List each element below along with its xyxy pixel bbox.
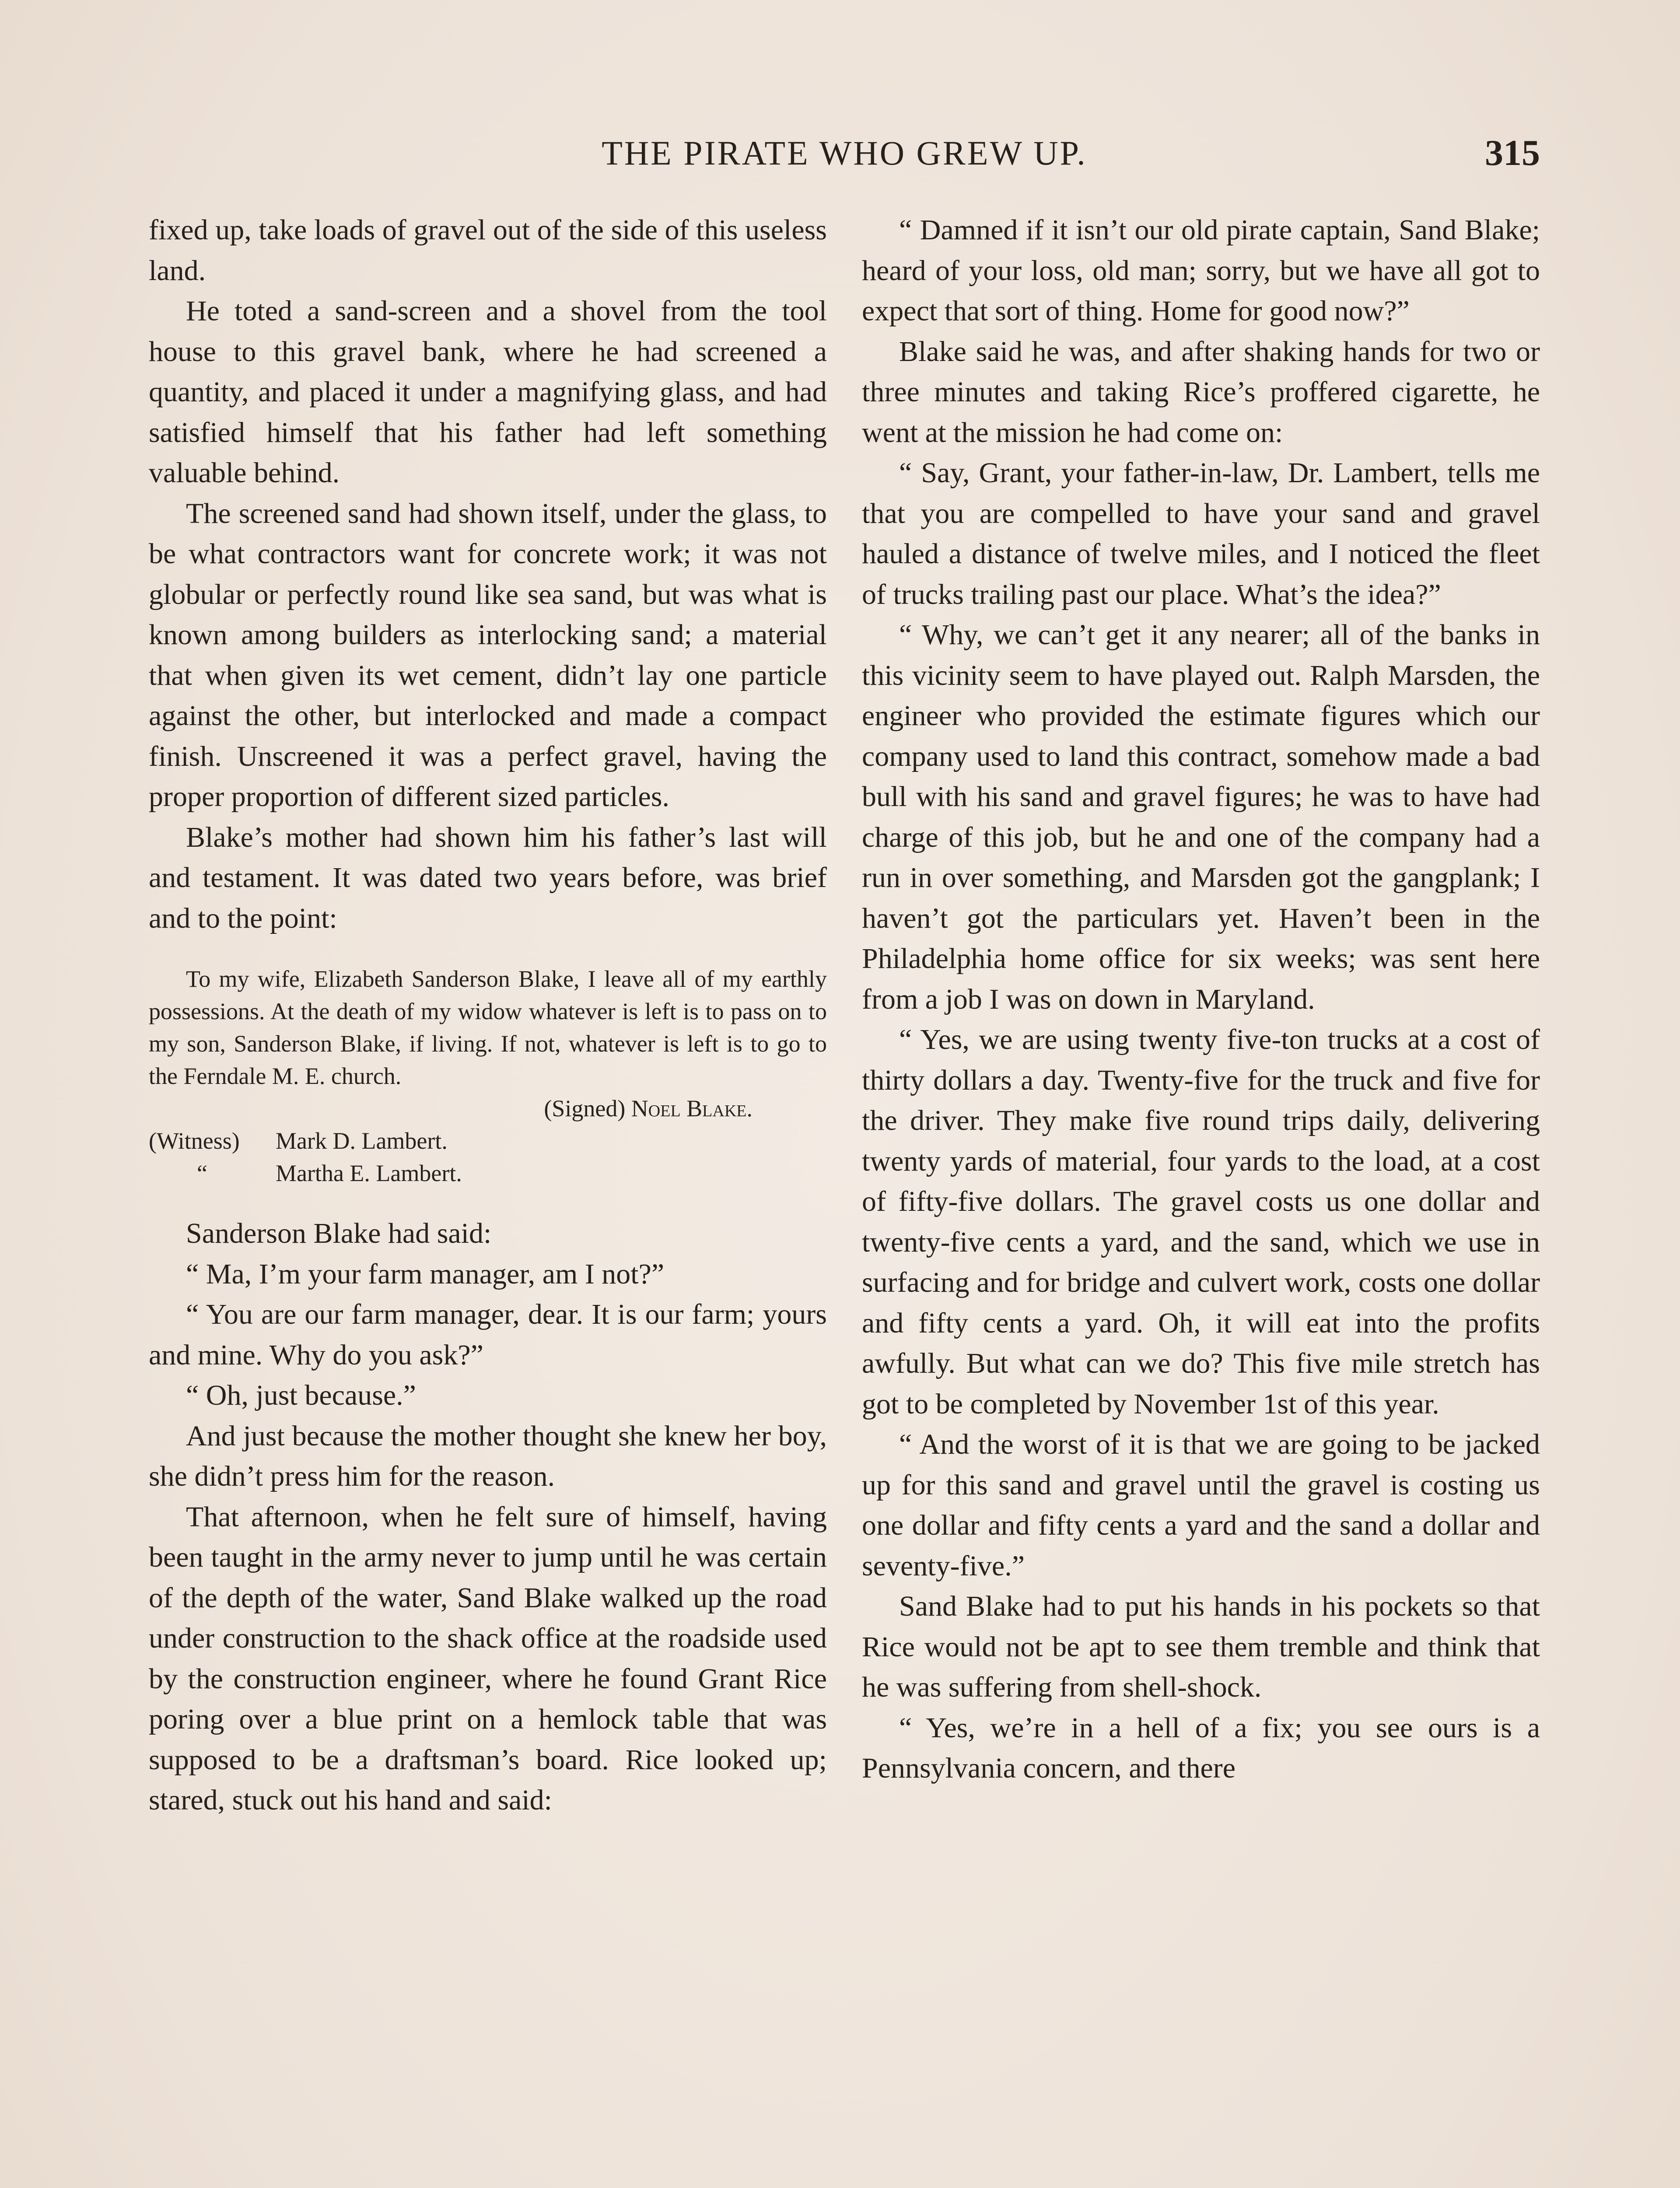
paragraph: “ Yes, we are using twenty five-ton trucks at a cost of thirty dollars a day. Twenty-five for the truck and five for the driver. They make five round trips daily, delivering twenty yards of material, four yards to the load, at a cost of fifty-five dollars. The gravel costs us one dollar and twenty-five cents a yard, and the sand, which we use in surfacing and for bridge and culvert work, costs one dollar and fifty cents a yard. Oh, it will eat into the profits awfully. But what can we do? This five mile stretch has got to be completed by November 1st of this year. [862,1024,1540,1420]
witness-label: (Witness) [149,1128,240,1154]
paragraph: “ Ma, I’m your farm manager, am I not?” [186,1258,665,1290]
paragraph: “ And the worst of it is that we are going to be jacked up for this sand and gravel until the gravel is costing us one dollar and fifty cents a yard and the sand a dollar and seventy-five.” [862,1428,1540,1582]
paragraph: He toted a sand-screen and a shovel from the tool house to this gravel bank, where he had screened a quantity, and placed it under a magnifying glass, and had satisfied himself that his father had left something valuable behind. [149,295,827,489]
paragraph: fixed up, take loads of gravel out of the side of this useless land. [149,214,827,287]
paragraph: That afternoon, when he felt sure of himself, having been taught in the army never to jump until he was certain of the depth of the water, Sand Blake walked up the road under construction to the shack office at the roadside used by the construction engineer, where he found Grant Rice poring over a blue print on a hemlock table that was supposed to be a draftsman’s board. Rice looked up; stared, stuck out his hand and said: [149,1501,827,1816]
paragraph: “ You are our farm manager, dear. It is our farm; yours and mine. Why do you ask?” [149,1298,827,1371]
signed-name: Noel Blake. [631,1095,752,1122]
witness-name: Mark D. Lambert. [276,1128,448,1154]
paragraph: “ Say, Grant, your father-in-law, Dr. Lambert, tells me that you are compelled to have your sand and gravel hauled a distance of twelve miles, and I noticed the fleet of trucks trailing past our place. What’s the idea?” [862,457,1540,610]
page-header [149,127,1540,179]
paragraph: Blake said he was, and after shaking hands for two or three minutes and taking Rice’s proffered cigarette, he went at the mission he had come on: [862,335,1540,449]
paragraph: “ Oh, just because.” [186,1379,416,1411]
will-text: To my wife, Elizabeth Sanderson Blake, I leave all of my earthly possessions. At the death of my widow whatever is left is to pass on to my son, Sanderson Blake, if living. If not, whatever is left is to go to the Ferndale M. E. church. [149,966,827,1089]
page-number: 315 [1485,133,1540,173]
paragraph: Blake’s mother had shown him his father’s last will and testament. It was dated two years before, was brief and to the point: [149,821,827,934]
paragraph: Sanderson Blake had said: [186,1217,492,1249]
paragraph: “ Why, we can’t get it any nearer; all of the banks in this vicinity seem to have played out. Ralph Marsden, the engineer who provided the estimate figures which our company used to land this contract, somehow made a bad bull with his sand and gravel figures; he was to have had charge of this job, but he and one of the company had a run in over something, and Marsden got the gangplank; I haven’t got the particulars yet. Haven’t been in the Philadelphia home office for six weeks; was sent here from a job I was on down in Maryland. [862,619,1540,1015]
paragraph: “ Yes, we’re in a hell of a fix; you see ours is a Pennsylvania concern, and there [862,1711,1540,1784]
right-column [862,210,1540,1789]
witness-line [149,1157,827,1189]
paragraph: And just because the mother thought she knew her boy, she didn’t press him for the reason. [149,1420,827,1492]
witness-ditto: “ [197,1160,207,1186]
left-column [149,210,827,1821]
paragraph: Sand Blake had to put his hands in his pockets so that Rice would not be apt to see them tremble and think that he was suffering from shell-shock. [862,1590,1540,1703]
signed-label: (Signed) [544,1095,626,1122]
will-excerpt [149,963,827,1189]
paragraph: The screened sand had shown itself, under the glass, to be what contractors want for concrete work; it was not globular or perfectly round like sea sand, but was what is known among builders as interlocking sand; a material that when given its wet cement, didn’t lay one particle against the other, but interlocked and made a compact finish. Unscreened it was a perfect gravel, having the proper proportion of different sized particles. [149,497,827,813]
witness-name: Martha E. Lambert. [276,1160,462,1186]
paragraph: “ Damned if it isn’t our old pirate captain, Sand Blake; heard of your loss, old man; sorry, but we have all got to expect that sort of thing. Home for good now?” [862,214,1540,327]
witness-line [149,1125,827,1157]
running-title: THE PIRATE WHO GREW UP. [602,134,1087,172]
will-signature [149,1092,827,1125]
